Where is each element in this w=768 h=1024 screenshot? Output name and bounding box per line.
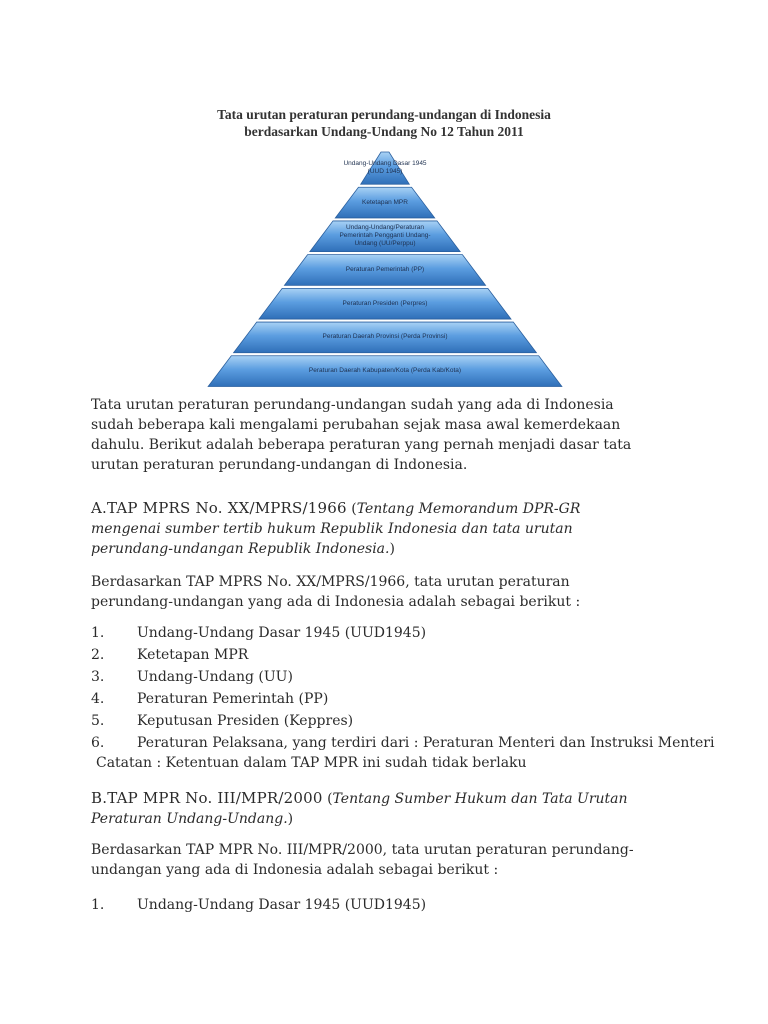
- list-item: Peraturan Pelaksana, yang terdiri dari : Peraturan Menteri dan Instruksi Menteri: [137, 735, 715, 751]
- list-item-number: 2.: [91, 647, 105, 663]
- intro-paragraph: Tata urutan peraturan perundang-undangan sudah yang ada di Indonesia sudah beberapa kali mengalami perubahan sejak masa awal kemerdekaan dahulu. Berikut adalah beberapa peraturan yang pernah menjadi dasar tata urutan peraturan perundang-undangan di Indonesia.: [91, 397, 632, 473]
- list-item-number: 1.: [91, 897, 105, 913]
- pyramid-tier-label: [285, 300, 485, 308]
- list-item-number: 5.: [91, 713, 105, 729]
- paren-close: ): [389, 541, 395, 557]
- list-item: Undang-Undang Dasar 1945 (UUD1945): [137, 625, 427, 641]
- section-a-title: A.TAP MPRS No. XX/MPRS/1966: [91, 499, 347, 517]
- section-b-heading: [91, 788, 651, 829]
- list-item: Ketetapan MPR: [137, 647, 249, 663]
- tier-label-line: Undang-Undang/Peraturan: [345, 224, 425, 232]
- pyramid-tier-label: [285, 333, 485, 341]
- pyramid-tier-label: [285, 199, 485, 207]
- pyramid-tier-label: [285, 367, 485, 375]
- list-item-number: 3.: [91, 669, 105, 685]
- paren-close: ): [287, 811, 294, 827]
- tier-label-line: (UUD 1945): [367, 168, 403, 176]
- tier-label-line: Peraturan Presiden (Perpres): [342, 299, 428, 307]
- list-item: Undang-Undang Dasar 1945 (UUD1945): [137, 897, 427, 913]
- section-a-note: Catatan : Ketentuan dalam TAP MPR ini sudah tidak berlaku: [96, 755, 527, 771]
- list-item: Peraturan Pemerintah (PP): [137, 691, 329, 707]
- section-a-body: Berdasarkan TAP MPRS No. XX/MPRS/1966, tata urutan peraturan perundang-undangan yang ada di Indonesia adalah sebagai berikut :: [91, 574, 581, 610]
- list-item: Keputusan Presiden (Keppres): [137, 713, 354, 729]
- section-b-body: Berdasarkan TAP MPR No. III/MPR/2000, tata urutan peraturan perundang-undangan yang ada di Indonesia adalah sebagai berikut :: [91, 842, 634, 878]
- paren-open: (: [322, 791, 333, 807]
- paren-open: (: [346, 501, 357, 517]
- list-item-number: 4.: [91, 691, 105, 707]
- list-item: Undang-Undang (UU): [137, 669, 293, 685]
- figure-title-line2: berdasarkan Undang-Undang No 12 Tahun 2011: [244, 124, 524, 139]
- section-a-subtitle: Tentang Memorandum DPR-GR mengenai sumber tertib hukum Republik Indonesia dan tata urutan perundang-undangan Republik Indonesia.: [91, 501, 581, 557]
- tier-label-line: Peraturan Daerah Kabupaten/Kota (Perda Kab/Kota): [308, 367, 462, 375]
- tier-label-line: Pemerintah Pengganti Undang-: [339, 232, 431, 240]
- tier-label-line: Ketetapan MPR: [362, 198, 408, 206]
- pyramid-tier-label: [285, 160, 485, 176]
- pyramid-tier-label: [285, 266, 485, 274]
- tier-label-line: Peraturan Daerah Provinsi (Perda Provinsi): [322, 333, 448, 341]
- pyramid-tier-label: [285, 224, 485, 248]
- figure-title-line1: Tata urutan peraturan perundang-undangan di Indonesia: [217, 107, 551, 122]
- section-b-title: B.TAP MPR No. III/MPR/2000: [91, 789, 323, 807]
- tier-label-line: Undang-Undang Dasar 1945: [343, 160, 427, 168]
- section-a-heading: [91, 498, 651, 559]
- section-b-subtitle: Tentang Sumber Hukum dan Tata Urutan Peraturan Undang-Undang.: [91, 791, 628, 827]
- tier-label-line: Undang (UU/Perppu): [354, 240, 416, 248]
- list-item-number: 6.: [91, 735, 105, 751]
- tier-label-line: Peraturan Pemerintah (PP): [345, 266, 425, 273]
- list-item-number: 1.: [91, 625, 105, 641]
